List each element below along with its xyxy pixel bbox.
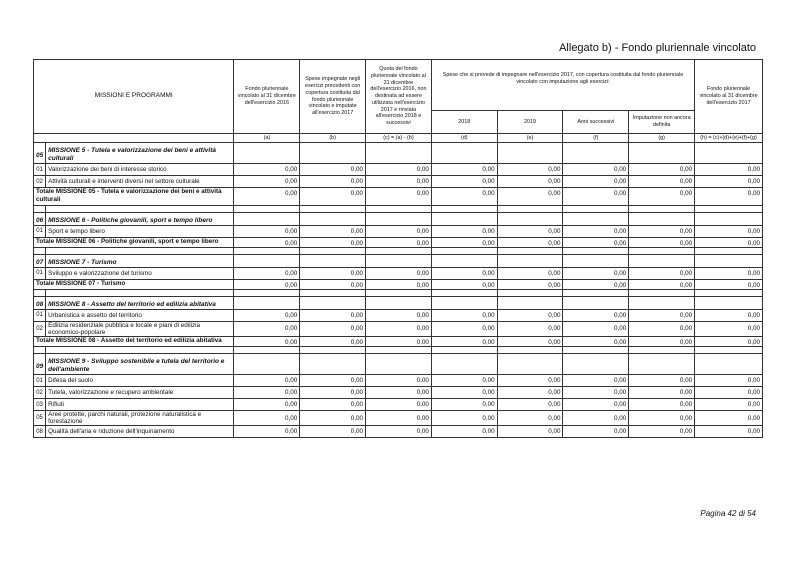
empty-cell — [234, 212, 300, 225]
program-code: 01 — [34, 164, 46, 176]
empty-cell — [629, 212, 695, 225]
amount-cell: 0,00 — [497, 267, 563, 279]
amount-cell: 0,00 — [366, 309, 432, 321]
spacer-row — [34, 346, 763, 353]
spacer-cell — [695, 346, 763, 353]
amount-cell: 0,00 — [563, 375, 629, 387]
empty-cell — [695, 212, 763, 225]
empty-cell — [497, 353, 563, 374]
amount-cell: 0,00 — [563, 237, 629, 247]
program-label: Sviluppo e valorizzazione del turismo — [46, 267, 234, 279]
amount-cell: 0,00 — [366, 336, 432, 346]
amount-cell: 0,00 — [300, 237, 366, 247]
amount-cell: 0,00 — [366, 375, 432, 387]
empty-cell — [497, 296, 563, 309]
program-label: Edilizia residenziale pubblica e locale e piani di edilizia economico-popolare — [46, 321, 234, 336]
amount-cell: 0,00 — [234, 387, 300, 399]
program-code: 02 — [34, 321, 46, 336]
amount-cell: 0,00 — [497, 426, 563, 438]
program-row — [34, 411, 763, 426]
amount-cell: 0,00 — [629, 176, 695, 188]
amount-cell: 0,00 — [695, 375, 763, 387]
empty-cell — [300, 353, 366, 374]
amount-cell: 0,00 — [695, 321, 763, 336]
amount-cell: 0,00 — [300, 225, 366, 237]
spacer-cell — [34, 346, 46, 353]
amount-cell: 0,00 — [431, 164, 497, 176]
amount-cell: 0,00 — [366, 399, 432, 411]
spacer-cell — [300, 346, 366, 353]
mission-header-row — [34, 212, 763, 225]
header-col-f: Anni successivi — [563, 111, 629, 134]
spacer-cell — [629, 346, 695, 353]
program-code: 01 — [34, 309, 46, 321]
header-letter: (c) = (a) - (b) — [366, 134, 432, 143]
amount-cell: 0,00 — [563, 387, 629, 399]
mission-code: 07 — [34, 254, 46, 267]
amount-cell: 0,00 — [300, 309, 366, 321]
mission-title: MISSIONE 7 - Turismo — [46, 254, 234, 267]
amount-cell: 0,00 — [563, 411, 629, 426]
empty-cell — [563, 296, 629, 309]
amount-cell: 0,00 — [563, 399, 629, 411]
header-letter: (d) — [431, 134, 497, 143]
program-label: Tutela, valorizzazione e recupero ambientale — [46, 387, 234, 399]
amount-cell: 0,00 — [366, 176, 432, 188]
amount-cell: 0,00 — [431, 188, 497, 205]
amount-cell: 0,00 — [563, 279, 629, 289]
program-code: 02 — [34, 176, 46, 188]
amount-cell: 0,00 — [629, 426, 695, 438]
amount-cell: 0,00 — [497, 411, 563, 426]
amount-cell: 0,00 — [431, 279, 497, 289]
amount-cell: 0,00 — [563, 309, 629, 321]
mission-header-row — [34, 353, 763, 374]
spacer-cell — [300, 247, 366, 254]
header-letter: (a) — [234, 134, 300, 143]
empty-cell — [695, 296, 763, 309]
empty-cell — [234, 254, 300, 267]
empty-cell — [431, 212, 497, 225]
spacer-cell — [46, 247, 234, 254]
amount-cell: 0,00 — [695, 176, 763, 188]
spacer-cell — [234, 205, 300, 212]
spacer-cell — [563, 247, 629, 254]
amount-cell: 0,00 — [695, 188, 763, 205]
empty-cell — [563, 254, 629, 267]
program-code: 02 — [34, 387, 46, 399]
amount-cell: 0,00 — [431, 411, 497, 426]
amount-cell: 0,00 — [497, 387, 563, 399]
empty-cell — [234, 353, 300, 374]
header-col-e: 2019 — [497, 111, 563, 134]
amount-cell: 0,00 — [431, 399, 497, 411]
mission-total-row — [34, 336, 763, 346]
amount-cell: 0,00 — [497, 309, 563, 321]
amount-cell: 0,00 — [695, 237, 763, 247]
mission-code: 05 — [34, 143, 46, 164]
table-body — [34, 143, 763, 438]
empty-cell — [695, 143, 763, 164]
spacer-cell — [366, 289, 432, 296]
amount-cell: 0,00 — [234, 225, 300, 237]
amount-cell: 0,00 — [563, 164, 629, 176]
program-label: Rifiuti — [46, 399, 234, 411]
amount-cell: 0,00 — [431, 387, 497, 399]
empty-cell — [366, 212, 432, 225]
empty-cell — [695, 353, 763, 374]
mission-total-row — [34, 279, 763, 289]
amount-cell: 0,00 — [497, 279, 563, 289]
amount-cell: 0,00 — [695, 164, 763, 176]
spacer-cell — [629, 247, 695, 254]
empty-cell — [366, 353, 432, 374]
header-col-g: Imputazione non ancora definita — [629, 111, 695, 134]
spacer-cell — [366, 247, 432, 254]
empty-cell — [300, 296, 366, 309]
empty-cell — [563, 143, 629, 164]
spacer-cell — [431, 346, 497, 353]
amount-cell: 0,00 — [234, 399, 300, 411]
amount-cell: 0,00 — [431, 267, 497, 279]
mission-code: 08 — [34, 296, 46, 309]
amount-cell: 0,00 — [629, 411, 695, 426]
header-letter-blank — [34, 134, 234, 143]
empty-cell — [234, 143, 300, 164]
program-label: Urbanistica e assetto del territorio — [46, 309, 234, 321]
spacer-cell — [46, 346, 234, 353]
spacer-cell — [497, 346, 563, 353]
amount-cell: 0,00 — [629, 267, 695, 279]
amount-cell: 0,00 — [300, 387, 366, 399]
amount-cell: 0,00 — [431, 237, 497, 247]
empty-cell — [366, 254, 432, 267]
header-letter: (g) — [629, 134, 695, 143]
empty-cell — [629, 353, 695, 374]
header-col-d: 2018 — [431, 111, 497, 134]
spacer-cell — [497, 247, 563, 254]
amount-cell: 0,00 — [695, 426, 763, 438]
amount-cell: 0,00 — [234, 267, 300, 279]
header-letter: (b) — [300, 134, 366, 143]
total-label: Totale MISSIONE 06 - Politiche giovanili, sport e tempo libero — [34, 237, 234, 247]
amount-cell: 0,00 — [300, 426, 366, 438]
amount-cell: 0,00 — [234, 321, 300, 336]
program-label: Valorizzazione dei beni di interesse storico — [46, 164, 234, 176]
mission-title: MISSIONE 5 - Tutela e valorizzazione dei beni e attività culturali — [46, 143, 234, 164]
amount-cell: 0,00 — [234, 164, 300, 176]
header-letter: (e) — [497, 134, 563, 143]
mission-header-row — [34, 143, 763, 164]
spacer-cell — [563, 205, 629, 212]
spacer-cell — [497, 289, 563, 296]
amount-cell: 0,00 — [300, 267, 366, 279]
amount-cell: 0,00 — [563, 267, 629, 279]
amount-cell: 0,00 — [234, 336, 300, 346]
empty-cell — [431, 353, 497, 374]
spacer-cell — [300, 289, 366, 296]
spacer-cell — [366, 205, 432, 212]
header-missioni: MISSIONI E PROGRAMMI — [34, 60, 234, 134]
spacer-cell — [497, 205, 563, 212]
program-row — [34, 225, 763, 237]
empty-cell — [300, 212, 366, 225]
empty-cell — [300, 254, 366, 267]
spacer-cell — [34, 205, 46, 212]
program-row — [34, 164, 763, 176]
empty-cell — [300, 143, 366, 164]
amount-cell: 0,00 — [300, 176, 366, 188]
amount-cell: 0,00 — [234, 411, 300, 426]
amount-cell: 0,00 — [431, 375, 497, 387]
amount-cell: 0,00 — [629, 237, 695, 247]
spacer-cell — [46, 205, 234, 212]
amount-cell: 0,00 — [695, 279, 763, 289]
amount-cell: 0,00 — [629, 225, 695, 237]
amount-cell: 0,00 — [563, 321, 629, 336]
amount-cell: 0,00 — [300, 279, 366, 289]
program-code: 01 — [34, 225, 46, 237]
total-label: Totale MISSIONE 07 - Turismo — [34, 279, 234, 289]
mission-title: MISSIONE 6 - Politiche giovanili, sport e tempo libero — [46, 212, 234, 225]
amount-cell: 0,00 — [497, 188, 563, 205]
program-label: Aree protette, parchi naturali, protezione naturalistica e forestazione — [46, 411, 234, 426]
program-row — [34, 399, 763, 411]
amount-cell: 0,00 — [431, 336, 497, 346]
amount-cell: 0,00 — [563, 225, 629, 237]
amount-cell: 0,00 — [366, 188, 432, 205]
spacer-cell — [34, 289, 46, 296]
amount-cell: 0,00 — [300, 336, 366, 346]
program-code: 01 — [34, 375, 46, 387]
amount-cell: 0,00 — [497, 176, 563, 188]
amount-cell: 0,00 — [629, 309, 695, 321]
program-label: Difesa del suolo — [46, 375, 234, 387]
total-label: Totale MISSIONE 05 - Tutela e valorizzazione dei beni e attività culturali — [34, 188, 234, 205]
program-label: Attività culturali e interventi diversi nel settore culturale — [46, 176, 234, 188]
amount-cell: 0,00 — [629, 336, 695, 346]
header-col-h: Fondo pluriennale vincolato al 31 dicembre dell'esercizio 2017 — [695, 60, 763, 134]
mission-header-row — [34, 296, 763, 309]
empty-cell — [629, 143, 695, 164]
amount-cell: 0,00 — [695, 225, 763, 237]
empty-cell — [366, 143, 432, 164]
amount-cell: 0,00 — [431, 176, 497, 188]
amount-cell: 0,00 — [366, 387, 432, 399]
header-letter: (f) — [563, 134, 629, 143]
header-col-c: Quota del fondo pluriennale vincolato al 31 dicembre dell'esercizio 2016, non destinata ad essere utilizzata nell'esercizio 2017 e rinviata all'esercizio 2018 e successivi — [366, 60, 432, 134]
amount-cell: 0,00 — [563, 336, 629, 346]
amount-cell: 0,00 — [563, 426, 629, 438]
amount-cell: 0,00 — [629, 375, 695, 387]
amount-cell: 0,00 — [563, 188, 629, 205]
program-label: Qualità dell'aria e riduzione dell'inquinamento — [46, 426, 234, 438]
spacer-row — [34, 247, 763, 254]
amount-cell: 0,00 — [497, 399, 563, 411]
spacer-cell — [695, 247, 763, 254]
empty-cell — [366, 296, 432, 309]
amount-cell: 0,00 — [300, 411, 366, 426]
program-row — [34, 321, 763, 336]
amount-cell: 0,00 — [234, 426, 300, 438]
page-title: Allegato b) - Fondo pluriennale vincolato — [559, 42, 756, 54]
amount-cell: 0,00 — [366, 267, 432, 279]
amount-cell: 0,00 — [497, 375, 563, 387]
amount-cell: 0,00 — [629, 387, 695, 399]
amount-cell: 0,00 — [366, 411, 432, 426]
spacer-cell — [629, 205, 695, 212]
mission-title: MISSIONE 8 - Assetto del territorio ed edilizia abitativa — [46, 296, 234, 309]
amount-cell: 0,00 — [695, 411, 763, 426]
page-number: Pagina 42 di 54 — [700, 509, 756, 518]
spacer-cell — [366, 346, 432, 353]
spacer-cell — [234, 247, 300, 254]
amount-cell: 0,00 — [431, 321, 497, 336]
amount-cell: 0,00 — [234, 237, 300, 247]
program-row — [34, 375, 763, 387]
program-code: 01 — [34, 267, 46, 279]
amount-cell: 0,00 — [234, 375, 300, 387]
amount-cell: 0,00 — [300, 164, 366, 176]
program-code: 03 — [34, 399, 46, 411]
spacer-cell — [563, 346, 629, 353]
mission-total-row — [34, 188, 763, 205]
amount-cell: 0,00 — [431, 225, 497, 237]
header-col-b: Spese impegnate negli esercizi precedenti con copertura costituita dal fondo pluriennale vincolato e imputate all'esercizio 2017 — [300, 60, 366, 134]
mission-title: MISSIONE 9 - Sviluppo sostenibile e tutela del territorio e dell'ambiente — [46, 353, 234, 374]
spacer-row — [34, 205, 763, 212]
empty-cell — [497, 254, 563, 267]
amount-cell: 0,00 — [695, 387, 763, 399]
amount-cell: 0,00 — [431, 309, 497, 321]
program-label: Sport e tempo libero — [46, 225, 234, 237]
program-row — [34, 426, 763, 438]
header-letter: (h) = (c)+(d)+(e)+(f)+(g) — [695, 134, 763, 143]
spacer-cell — [431, 247, 497, 254]
spacer-cell — [695, 205, 763, 212]
spacer-cell — [431, 205, 497, 212]
spacer-cell — [300, 205, 366, 212]
header-span-title: Spese che si prevede di impegnare nell'esercizio 2017, con copertura costituita dal fondo pluriennale vincolato con imputazione agli esercizi: — [431, 60, 694, 111]
empty-cell — [563, 212, 629, 225]
amount-cell: 0,00 — [629, 321, 695, 336]
mission-code: 06 — [34, 212, 46, 225]
empty-cell — [431, 254, 497, 267]
mission-header-row — [34, 254, 763, 267]
spacer-cell — [563, 289, 629, 296]
spacer-cell — [46, 289, 234, 296]
amount-cell: 0,00 — [234, 309, 300, 321]
amount-cell: 0,00 — [300, 399, 366, 411]
amount-cell: 0,00 — [300, 375, 366, 387]
program-code: 08 — [34, 426, 46, 438]
amount-cell: 0,00 — [366, 279, 432, 289]
program-row — [34, 176, 763, 188]
amount-cell: 0,00 — [563, 176, 629, 188]
amount-cell: 0,00 — [629, 279, 695, 289]
empty-cell — [497, 143, 563, 164]
spacer-cell — [234, 346, 300, 353]
amount-cell: 0,00 — [300, 188, 366, 205]
total-label: Totale MISSIONE 08 - Assetto del territorio ed edilizia abitativa — [34, 336, 234, 346]
spacer-cell — [234, 289, 300, 296]
empty-cell — [629, 296, 695, 309]
empty-cell — [695, 254, 763, 267]
amount-cell: 0,00 — [629, 188, 695, 205]
mission-total-row — [34, 237, 763, 247]
empty-cell — [497, 212, 563, 225]
amount-cell: 0,00 — [234, 188, 300, 205]
spacer-cell — [34, 247, 46, 254]
empty-cell — [431, 143, 497, 164]
mission-code: 09 — [34, 353, 46, 374]
amount-cell: 0,00 — [695, 336, 763, 346]
empty-cell — [563, 353, 629, 374]
amount-cell: 0,00 — [431, 426, 497, 438]
amount-cell: 0,00 — [629, 399, 695, 411]
amount-cell: 0,00 — [497, 164, 563, 176]
amount-cell: 0,00 — [695, 267, 763, 279]
spacer-cell — [695, 289, 763, 296]
spacer-row — [34, 289, 763, 296]
program-row — [34, 267, 763, 279]
amount-cell: 0,00 — [234, 176, 300, 188]
amount-cell: 0,00 — [366, 426, 432, 438]
amount-cell: 0,00 — [695, 309, 763, 321]
empty-cell — [431, 296, 497, 309]
program-row — [34, 309, 763, 321]
amount-cell: 0,00 — [497, 225, 563, 237]
empty-cell — [234, 296, 300, 309]
amount-cell: 0,00 — [695, 399, 763, 411]
fondo-table — [33, 59, 763, 438]
header-col-a: Fondo pluriennale vincolato al 31 dicembre dell'esercizio 2016 — [234, 60, 300, 134]
amount-cell: 0,00 — [234, 279, 300, 289]
amount-cell: 0,00 — [497, 237, 563, 247]
amount-cell: 0,00 — [366, 164, 432, 176]
amount-cell: 0,00 — [497, 336, 563, 346]
empty-cell — [629, 254, 695, 267]
amount-cell: 0,00 — [300, 321, 366, 336]
amount-cell: 0,00 — [629, 164, 695, 176]
amount-cell: 0,00 — [366, 321, 432, 336]
spacer-cell — [431, 289, 497, 296]
program-code: 05 — [34, 411, 46, 426]
amount-cell: 0,00 — [366, 237, 432, 247]
amount-cell: 0,00 — [497, 321, 563, 336]
amount-cell: 0,00 — [366, 225, 432, 237]
program-row — [34, 387, 763, 399]
spacer-cell — [629, 289, 695, 296]
